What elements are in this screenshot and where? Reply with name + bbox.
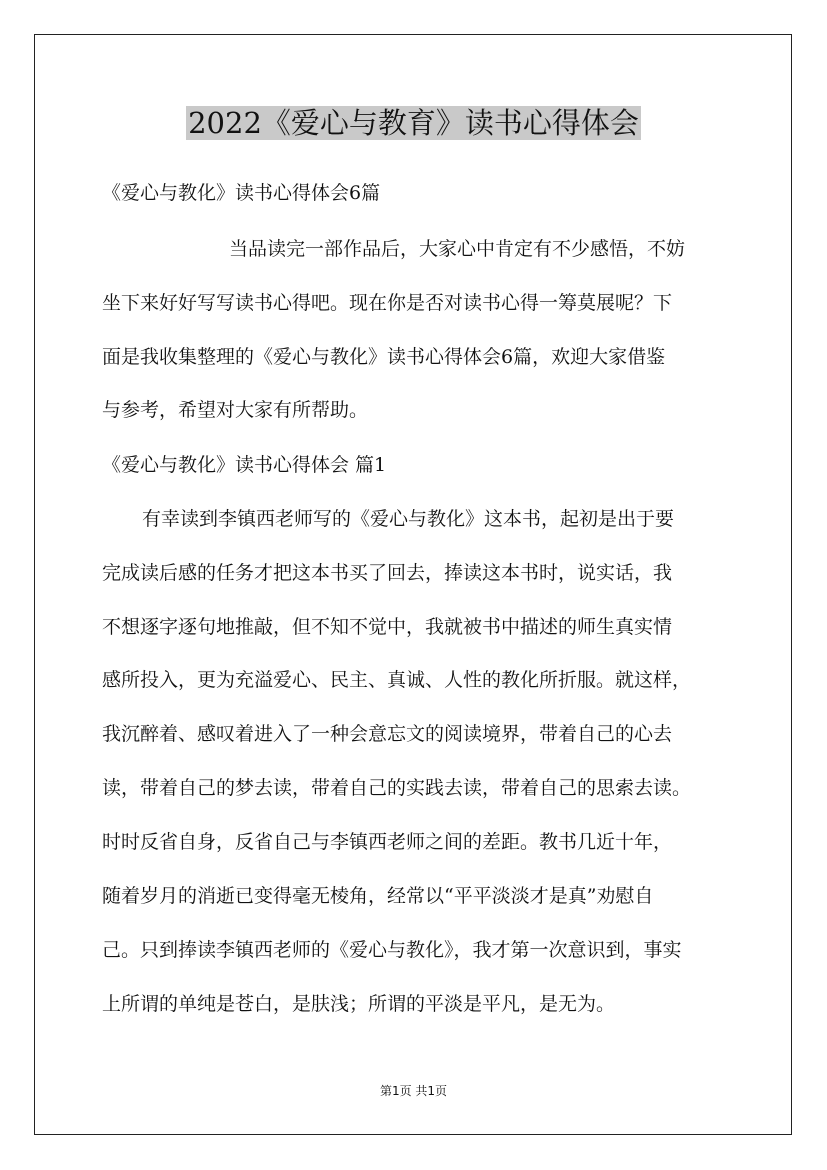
page-footer: 第1页 共1页 — [379, 1084, 448, 1098]
document-title — [0, 98, 827, 148]
intro-line: 当品读完一部作品后，大家心中肯定有不少感悟，不妨 — [229, 238, 686, 260]
body-line: 上所谓的单纯是苍白，是肤浅；所谓的平淡是平凡，是无为。 — [102, 993, 616, 1015]
body-line: 随着岁月的消逝已变得毫无棱角，经常以“平平淡淡才是真”劝慰自 — [102, 885, 654, 907]
body-line: 读，带着自己的梦去读，带着自己的实践去读，带着自己的思索去读。 — [102, 777, 692, 799]
body-line: 完成读后感的任务才把这本书买了回去，捧读这本书时，说实话，我 — [102, 562, 673, 584]
body-line: 感所投入，更为充溢爱心、民主、真诚、人性的教化所折服。就这样， — [102, 669, 692, 691]
body-line: 我沉醉着、感叹着进入了一种会意忘文的阅读境界，带着自己的心去 — [102, 723, 673, 745]
document-subtitle: 《爱心与教化》读书心得体会6篇 — [102, 182, 381, 204]
section-heading: 《爱心与教化》读书心得体会 篇1 — [102, 454, 387, 476]
intro-line: 与参考，希望对大家有所帮助。 — [102, 399, 369, 421]
body-line: 己。只到捧读李镇西老师的《爱心与教化》，我才第一次意识到，事实 — [102, 939, 682, 961]
body-line: 有幸读到李镇西老师写的《爱心与教化》这本书，起初是出于要 — [142, 508, 675, 530]
intro-line: 面是我收集整理的《爱心与教化》读书心得体会6篇，欢迎大家借鉴 — [102, 346, 666, 368]
intro-line: 坐下来好好写写读书心得吧。现在你是否对读书心得一筹莫展呢？下 — [102, 292, 673, 314]
body-line: 时时反省自身，反省自己与李镇西老师之间的差距。教书几近十年， — [102, 831, 673, 853]
title-highlight: 2022《爱心与教育》读书心得体会 — [188, 106, 639, 140]
body-line: 不想逐字逐句地推敲，但不知不觉中，我就被书中描述的师生真实情 — [102, 616, 673, 638]
